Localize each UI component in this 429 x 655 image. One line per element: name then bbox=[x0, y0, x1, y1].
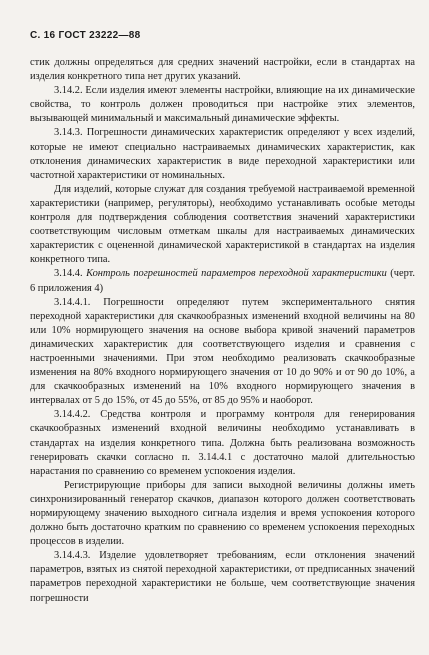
body-text bbox=[30, 56, 415, 606]
running-header: С. 16 ГОСТ 23222—88 bbox=[30, 30, 141, 41]
paragraph-settable-products: Для изделий, которые служат для создания требуемой настраиваемой временной характеристики (например, регуляторы), необходимо устанавливать особые методы контроля для подтверждения соблюдения соответствия значений характеристики соответствующим числовым отметкам шкалы для настраиваемых динамических характеристик с оцененной динамической характеристикой в стандартах на изделия конкретного типа. bbox=[30, 183, 415, 266]
paragraph-continuation: стик должны определяться для средних значений настройки, если в стандартах на изделия конкретного типа нет других указаний. bbox=[30, 57, 415, 83]
section-title: Контроль погрешностей параметров переходной характеристики bbox=[86, 268, 387, 280]
paragraph-3-14-4-1: 3.14.4.1. Погрешности определяют путем экспериментального снятия переходной характеристики для скачкообразных изменений входной величины на 80 или 10% нормирующего значения на основе выбора кривой значений параметров динамических характеристик для соответствующего изделия и сравнения с настроенными значениями. При этом необходимо реализовать скачкообразные изменения на 80% входного нормирующего значения от 10 до 90% и от 90 до 10%, а для скачкообразных изменений на 10% входного нормирующего значения в интервалах от 5 до 15%, от 45 до 55%, от 85 до 95% и наоборот. bbox=[30, 296, 415, 407]
paragraph-3-14-4-3: 3.14.4.3. Изделие удовлетворяет требованиям, если отклонения значений параметров, взятых из снятой переходной характеристики, от предписанных значений параметров переходной характеристики не больше, чем соответствующие значения погрешности bbox=[30, 550, 415, 604]
paragraph-3-14-4-heading bbox=[30, 267, 415, 295]
section-reference: (черт. 6 приложения 4) bbox=[30, 268, 416, 294]
paragraph-recorders: Регистрирующие приборы для записи выходной величины должны иметь синхронизированный генератор скачков, диапазон которого должен соответствовать нормирующему значению выходного сигнала изделия и время успокоения которого должно быть достаточно кратким по сравнению со временем успокоения переходных процессов в изделии. bbox=[30, 479, 415, 548]
section-number: 3.14.4. bbox=[54, 268, 87, 280]
paragraph-3-14-2: 3.14.2. Если изделия имеют элементы настройки, влияющие на их динамические свойства, то контроль должен проводиться при настройке этих элементов, вызывающей минимальный и максимальный динамические эффекты. bbox=[30, 85, 415, 125]
paragraph-3-14-4-2: 3.14.4.2. Средства контроля и программу контроля для генерирования скачкообразных изменений входной величины необходимо устанавливать в стандартах на изделия конкретного типа. Должна быть реализована возможность генерировать скачки согласно п. 3.14.4.1 с достаточно малой длительностью нарастания по сравнению со временем успокоения изделия. bbox=[30, 409, 415, 477]
paragraph-3-14-3: 3.14.3. Погрешности динамических характеристик определяют у всех изделий, которые не имеют специально настраиваемых динамических характеристик, как отклонения динамических характеристик в виде переходной характеристики или частотной характеристики от номинальных. bbox=[30, 127, 415, 181]
